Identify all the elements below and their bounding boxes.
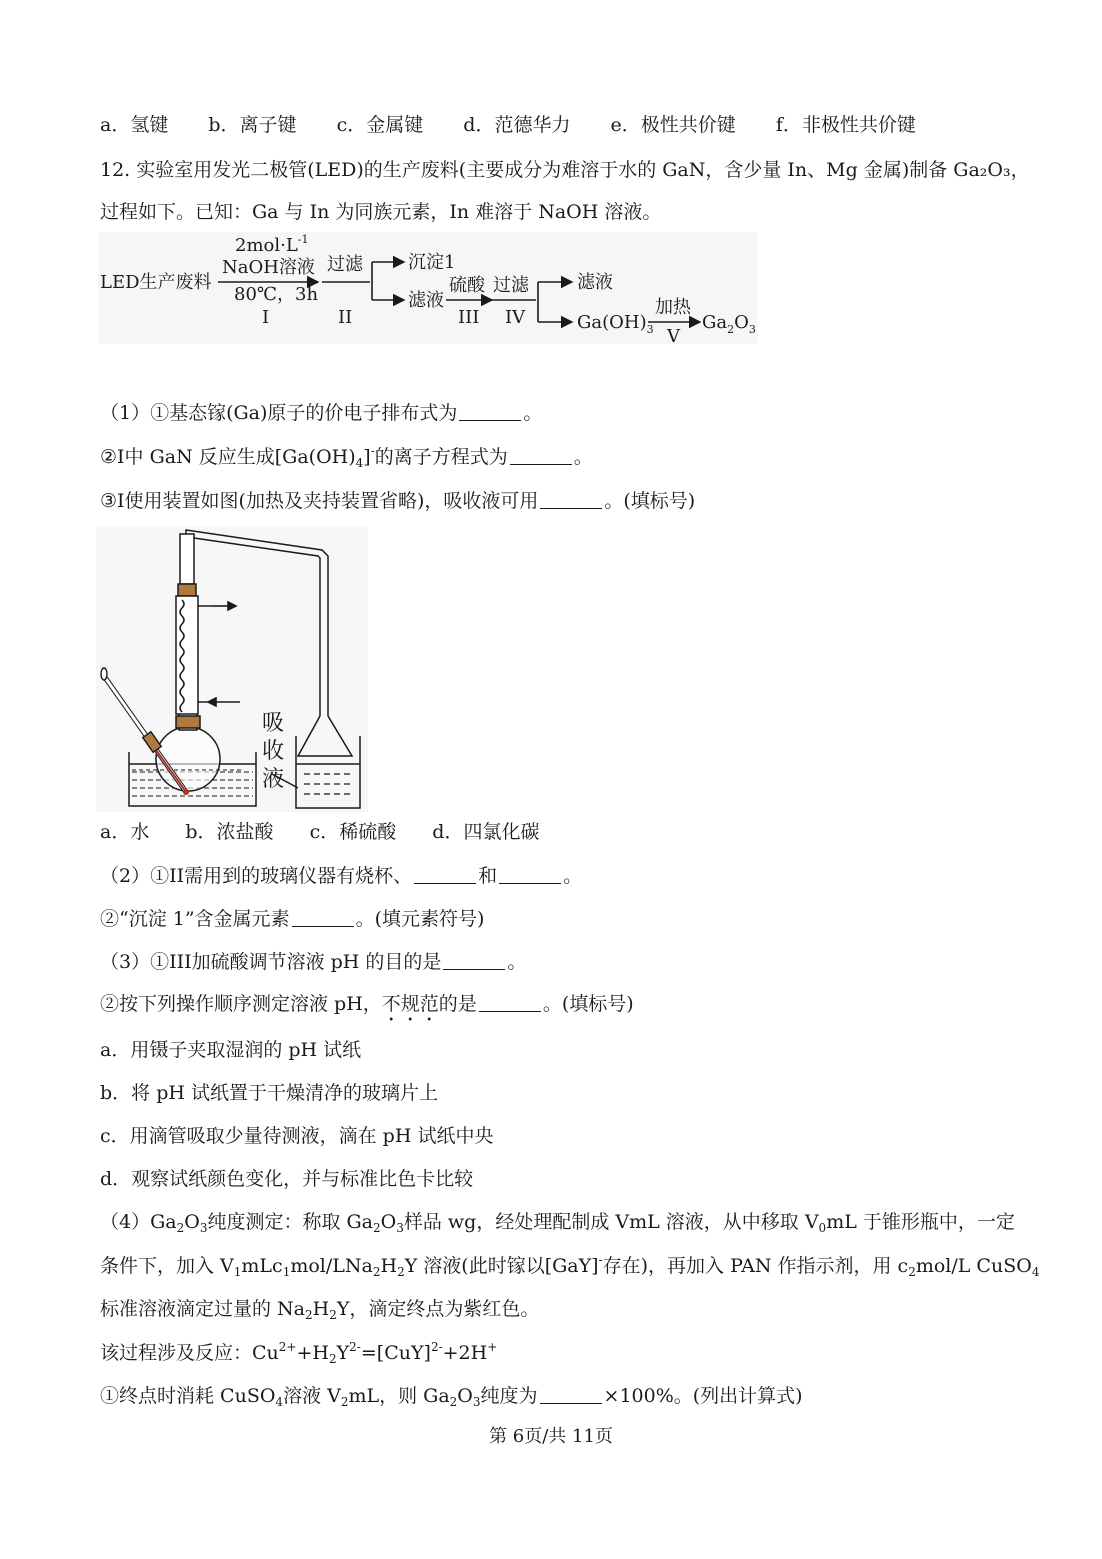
- part4-line1: [100, 1209, 1015, 1235]
- q12-intro-line1: 12. 实验室用发光二极管(LED)的生产废料(主要成分为难溶于水的 GaN，含少量 In、Mg 金属)制备 Ga₂O₃，: [100, 159, 1030, 181]
- sub-2: 2: [449, 1395, 458, 1409]
- part4-l4-a: 该过程涉及反应：Cu: [100, 1342, 279, 1364]
- flow-step4-label: 过滤: [493, 275, 529, 296]
- part4-l5-e: 纯度为: [480, 1385, 538, 1407]
- part1-q2: [100, 444, 593, 470]
- flow-out-gaoh3: Ga(OH): [577, 312, 647, 333]
- svg-text:2mol·L-1: [235, 233, 309, 256]
- flow-step1-condition: 80℃，3h: [234, 284, 319, 305]
- part4-l2-c: mol/LNa: [290, 1255, 373, 1277]
- q11-option-f: f．非极性共价键: [775, 114, 916, 136]
- part1-option-d: d．四氯化碳: [432, 821, 540, 843]
- part2-q1-text: （2）①II需用到的玻璃仪器有烧杯、: [100, 865, 413, 887]
- sub-3: 3: [199, 1221, 208, 1235]
- q11-option-c: c．金属键: [336, 114, 424, 136]
- part4-line5: [100, 1383, 803, 1409]
- q11-option-d: d．范德华力: [463, 114, 571, 136]
- part2-q2-text: ②“沉淀 1”含金属元素: [100, 908, 290, 930]
- part4-l1-e: 样品 wg，经处理配制成 VmL 溶液，从中移取 V: [403, 1211, 819, 1233]
- part2-q1: [100, 863, 582, 889]
- flow-step1-conc: 2mol·L: [235, 235, 298, 256]
- answer-blank[interactable]: [459, 402, 521, 421]
- part3-q2-text: ②按下列操作顺序测定溶液 pH，: [100, 993, 382, 1015]
- part3-q2: [100, 991, 634, 1026]
- sub-2: 2: [373, 1221, 381, 1235]
- answer-blank[interactable]: [414, 865, 476, 884]
- part1-q3-end: 。(填标号): [604, 490, 696, 512]
- part4-l4-c: Y: [336, 1342, 350, 1364]
- q11-option-b: b．离子键: [208, 114, 297, 136]
- sub-2: 2: [329, 1308, 337, 1322]
- sub-0: 0: [818, 1221, 827, 1235]
- sub-2: 2: [908, 1265, 916, 1279]
- part3-q1-end: 。: [507, 951, 527, 973]
- flow-product-o: O: [734, 312, 749, 333]
- part1-option-b: b．浓盐酸: [185, 821, 274, 843]
- flow-start: LED生产废料: [100, 272, 212, 293]
- sub-2: 2: [372, 1265, 381, 1279]
- part4-l5-b: 溶液 V: [283, 1385, 341, 1407]
- sub-3: 3: [472, 1395, 481, 1409]
- answer-blank[interactable]: [292, 908, 354, 927]
- sub-1: 1: [282, 1265, 291, 1279]
- svg-text:Ga(OH)3: [577, 312, 654, 336]
- sub-2: 2: [305, 1308, 313, 1322]
- flow-step5-label: 加热: [655, 297, 691, 318]
- flow-step2-label: 过滤: [327, 254, 363, 275]
- flow-product-sub2: 3: [748, 323, 756, 336]
- part1-option-a: a．水: [100, 821, 150, 843]
- part4-l4-b: +H: [296, 1342, 329, 1364]
- part3-q1-text: （3）①III加硫酸调节溶液 pH 的目的是: [100, 951, 442, 973]
- sup-plus: +: [487, 1340, 498, 1354]
- part4-l3-c: Y，滴定终点为紫红色。: [336, 1298, 540, 1320]
- sub-2: 2: [176, 1221, 185, 1235]
- part4-l5-f: ×100%。(列出计算式): [603, 1385, 803, 1407]
- part4-l1-a: （4）Ga: [100, 1211, 177, 1233]
- flow-step5-num: V: [667, 326, 680, 344]
- flow-step3-num: III: [458, 307, 480, 328]
- part4-line3: [100, 1296, 539, 1322]
- q11-options: [100, 112, 916, 138]
- part4-l4-e: +2H: [442, 1342, 488, 1364]
- sub-2: 2: [328, 1352, 337, 1366]
- sup-2plus: 2+: [278, 1340, 297, 1354]
- q12-intro-line2: 过程如下。已知：Ga 与 In 为同族元素，In 难溶于 NaOH 溶液。: [100, 201, 662, 223]
- sub-2: 2: [340, 1395, 349, 1409]
- part1-q2-text-b: ]: [363, 446, 371, 468]
- part4-l2-b: mLc: [241, 1255, 283, 1277]
- part4-l3-b: H: [312, 1298, 330, 1320]
- flow-step1-num: I: [262, 307, 270, 328]
- flow-step4-num: IV: [505, 307, 526, 328]
- part4-line2: [100, 1253, 1039, 1279]
- part4-l2-a: 条件下，加入 V: [100, 1255, 234, 1277]
- part4-line4: [100, 1340, 497, 1366]
- sup-2minus: 2-: [349, 1340, 361, 1354]
- part1-q2-text-a: ②I中 GaN 反应生成[Ga(OH): [100, 446, 356, 468]
- part3-q1: [100, 949, 526, 975]
- sub-4: 4: [1031, 1265, 1040, 1279]
- sup-2minus: 2-: [430, 1340, 443, 1354]
- part4-l2-e: Y 溶液(此时镓以[GaY]: [404, 1255, 599, 1277]
- part3-option-d: d．观察试纸颜色变化，并与标准比色卡比较: [100, 1168, 474, 1190]
- flow-product-ga: Ga: [702, 312, 728, 333]
- answer-blank[interactable]: [510, 446, 572, 465]
- flow-step3-label: 硫酸: [449, 275, 485, 296]
- part4-l1-b: O: [184, 1211, 200, 1233]
- q11-option-e: e．极性共价键: [610, 114, 736, 136]
- part4-l1-f: mL 于锥形瓶中，一定: [826, 1211, 1015, 1233]
- part4-l4-d: =[CuY]: [360, 1342, 431, 1364]
- part1-q2-end: 。: [573, 446, 593, 468]
- flow-out-filtrate2: 滤液: [577, 272, 613, 293]
- process-flowchart: [98, 232, 758, 344]
- part2-q2-end: 。(填元素符号): [355, 908, 485, 930]
- part4-l5-c: mL，则 Ga: [348, 1385, 450, 1407]
- part4-l3-a: 标准溶液滴定过量的 Na: [100, 1298, 305, 1320]
- answer-blank[interactable]: [443, 951, 505, 970]
- sup-minus: -: [598, 1253, 603, 1267]
- sub-1: 1: [233, 1265, 242, 1279]
- part4-l2-g: mol/L CuSO: [915, 1255, 1032, 1277]
- part3-option-a: a．用镊子夹取湿润的 pH 试纸: [100, 1039, 362, 1061]
- part2-q1-mid: 和: [478, 865, 498, 887]
- part1-q2-text-c: 的离子方程式为: [374, 446, 508, 468]
- part1-option-c: c．稀硫酸: [309, 821, 397, 843]
- q11-option-a: a．氢键: [100, 114, 169, 136]
- flow-product-sub1: 2: [727, 323, 735, 336]
- part3-option-c: c．用滴管吸取少量待测液，滴在 pH 试纸中央: [100, 1125, 494, 1147]
- part4-l2-d: H: [380, 1255, 398, 1277]
- part4-l1-c: 纯度测定：称取 Ga: [207, 1211, 374, 1233]
- flow-out-filtrate: 滤液: [408, 290, 444, 311]
- sub-4: 4: [275, 1395, 284, 1409]
- sub-3: 3: [396, 1221, 404, 1235]
- absorb-label-3: 液: [262, 767, 285, 792]
- part1-q2-sup: -: [370, 444, 375, 458]
- sub-2: 2: [397, 1265, 405, 1279]
- part1-q3: [100, 488, 695, 514]
- flow-step2-num: II: [338, 307, 353, 328]
- answer-blank[interactable]: [479, 993, 541, 1012]
- answer-blank[interactable]: [540, 490, 602, 509]
- part4-l2-f: 存在)，再加入 PAN 作指示剂，用 c: [602, 1255, 909, 1277]
- part3-q2-text-b: 的是: [438, 993, 477, 1015]
- answer-blank[interactable]: [540, 1385, 602, 1404]
- part1-q2-sub: 4: [355, 456, 364, 470]
- part3-q2-end: 。(填标号): [542, 993, 634, 1015]
- part2-q2: [100, 906, 484, 932]
- part4-l5-a: ①终点时消耗 CuSO: [100, 1385, 276, 1407]
- flow-step1-reagent: NaOH溶液: [222, 257, 315, 278]
- part1-q1-end: 。: [523, 402, 543, 424]
- absorb-label-2: 收: [262, 739, 285, 764]
- part1-q1: [100, 400, 542, 426]
- part1-q3-text: ③I使用装置如图(加热及夹持装置省略)，吸收液可用: [100, 490, 539, 512]
- part1-options: [100, 819, 539, 845]
- part3-option-b: b．将 pH 试纸置于干燥清净的玻璃片上: [100, 1082, 438, 1104]
- part2-q1-end: 。: [563, 865, 583, 887]
- part4-l5-d: O: [457, 1385, 473, 1407]
- flow-step1-conc-sup: -1: [297, 233, 309, 246]
- apparatus-figure: [96, 526, 368, 812]
- absorb-label-1: 吸: [262, 711, 285, 736]
- page-footer: 第 6页/共 11页: [489, 1426, 613, 1447]
- part4-l1-d: O: [380, 1211, 397, 1233]
- part1-q1-text: （1）①基态镓(Ga)原子的价电子排布式为: [100, 402, 458, 424]
- flow-out-precip: 沉淀1: [408, 252, 456, 273]
- flow-out-gaoh3-sub: 3: [646, 323, 654, 336]
- answer-blank[interactable]: [499, 865, 561, 884]
- part3-q2-emphasis: 不规范: [381, 993, 439, 1015]
